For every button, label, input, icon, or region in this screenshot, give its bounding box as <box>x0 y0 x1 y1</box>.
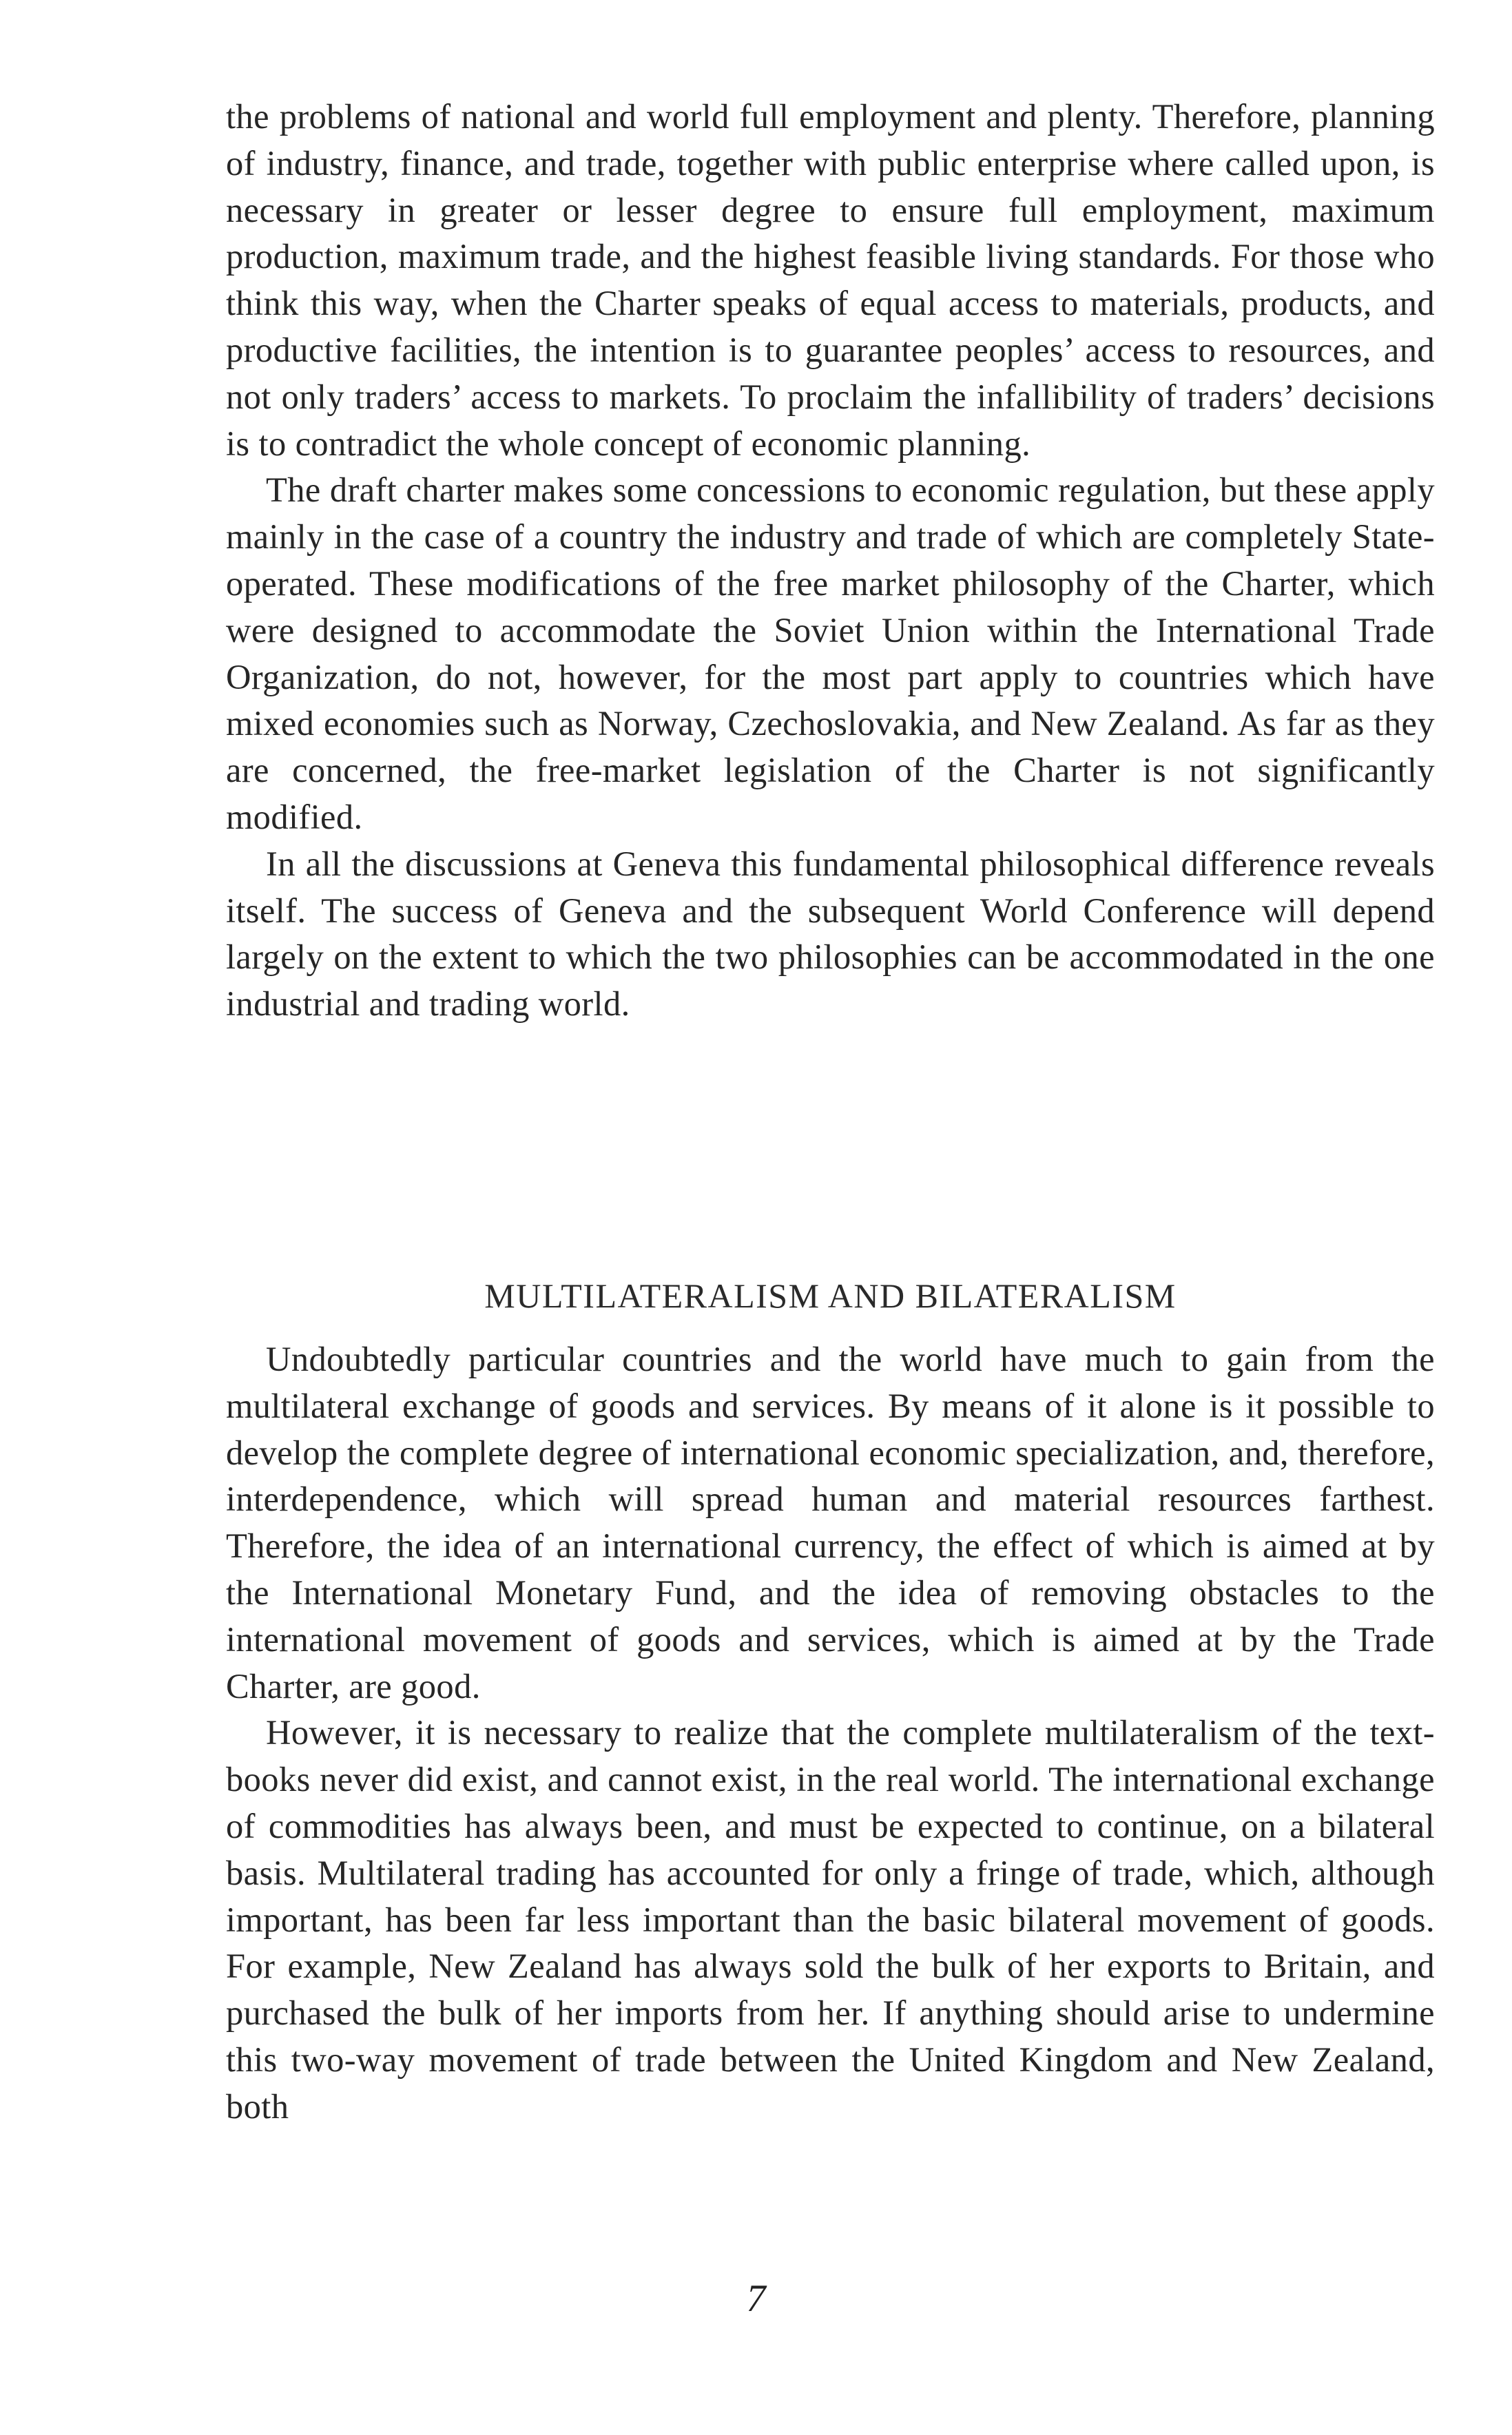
paragraph: Undoubtedly particular countries and the world have much to gain from the multilateral exchange of goods and services. By means of it alone is it possible to develop the complete degree of international economic specialization, and, therefore, interdependence, which will spread human and material resources farthest. Therefore, the idea of an international currency, the effect of which is aimed at by the International Monetary Fund, and the idea of removing obstacles to the international movement of goods and services, which is aimed at by the Trade Charter, are good. <box>226 1340 1435 1706</box>
section-heading: MULTILATERALISM AND BILATERALISM <box>484 1276 1177 1315</box>
paragraph: The draft charter makes some concessions to economic regulation, but these apply mainly in the case of a country the industry and trade of which are completely State-operated. These modifications of the free market philosophy of the Charter, which were designed to accommodate the Soviet Union within the International Trade Organization, do not, however, for the most part apply to countries which have mixed economies such as Norway, Czechoslovakia, and New Zealand. As far as they are concerned, the free-market legislation of the Charter is not significantly modified. <box>226 470 1435 836</box>
body-text-bottom <box>226 1336 1435 2131</box>
body-text-top <box>226 94 1435 1028</box>
page-number: 7 <box>746 2277 766 2320</box>
paragraph: the problems of national and world full employment and plenty. Therefore, planning of industry, finance, and trade, together with public enterprise where called upon, is necessary in greater or lesser degree to ensure full employment, maximum production, maximum trade, and the highest feasible living standards. For those who think this way, when the Charter speaks of equal access to materials, products, and productive facilities, the intention is to guarantee peoples’ access to resources, and not only traders’ access to markets. To proclaim the infallibility of traders’ decisions is to contradict the whole concept of economic planning. <box>226 97 1435 463</box>
paragraph: However, it is necessary to realize that the complete multilateralism of the text-books never did exist, and cannot exist, in the real world. The international exchange of commodities has always been, and must be expected to continue, on a bilateral basis. Multilateral trading has accounted for only a fringe of trade, which, although important, has been far less important than the basic bilateral movement of goods. For example, New Zealand has always sold the bulk of her exports to Britain, and purchased the bulk of her imports from her. If anything should arise to undermine this two-way movement of trade between the United Kingdom and New Zealand, both <box>226 1713 1435 2126</box>
paragraph: In all the discussions at Geneva this fundamental philosophical difference reveals itself. The success of Geneva and the subsequent World Conference will depend largely on the extent to which the two philosophies can be accommodated in the one industrial and trading world. <box>226 844 1435 1024</box>
